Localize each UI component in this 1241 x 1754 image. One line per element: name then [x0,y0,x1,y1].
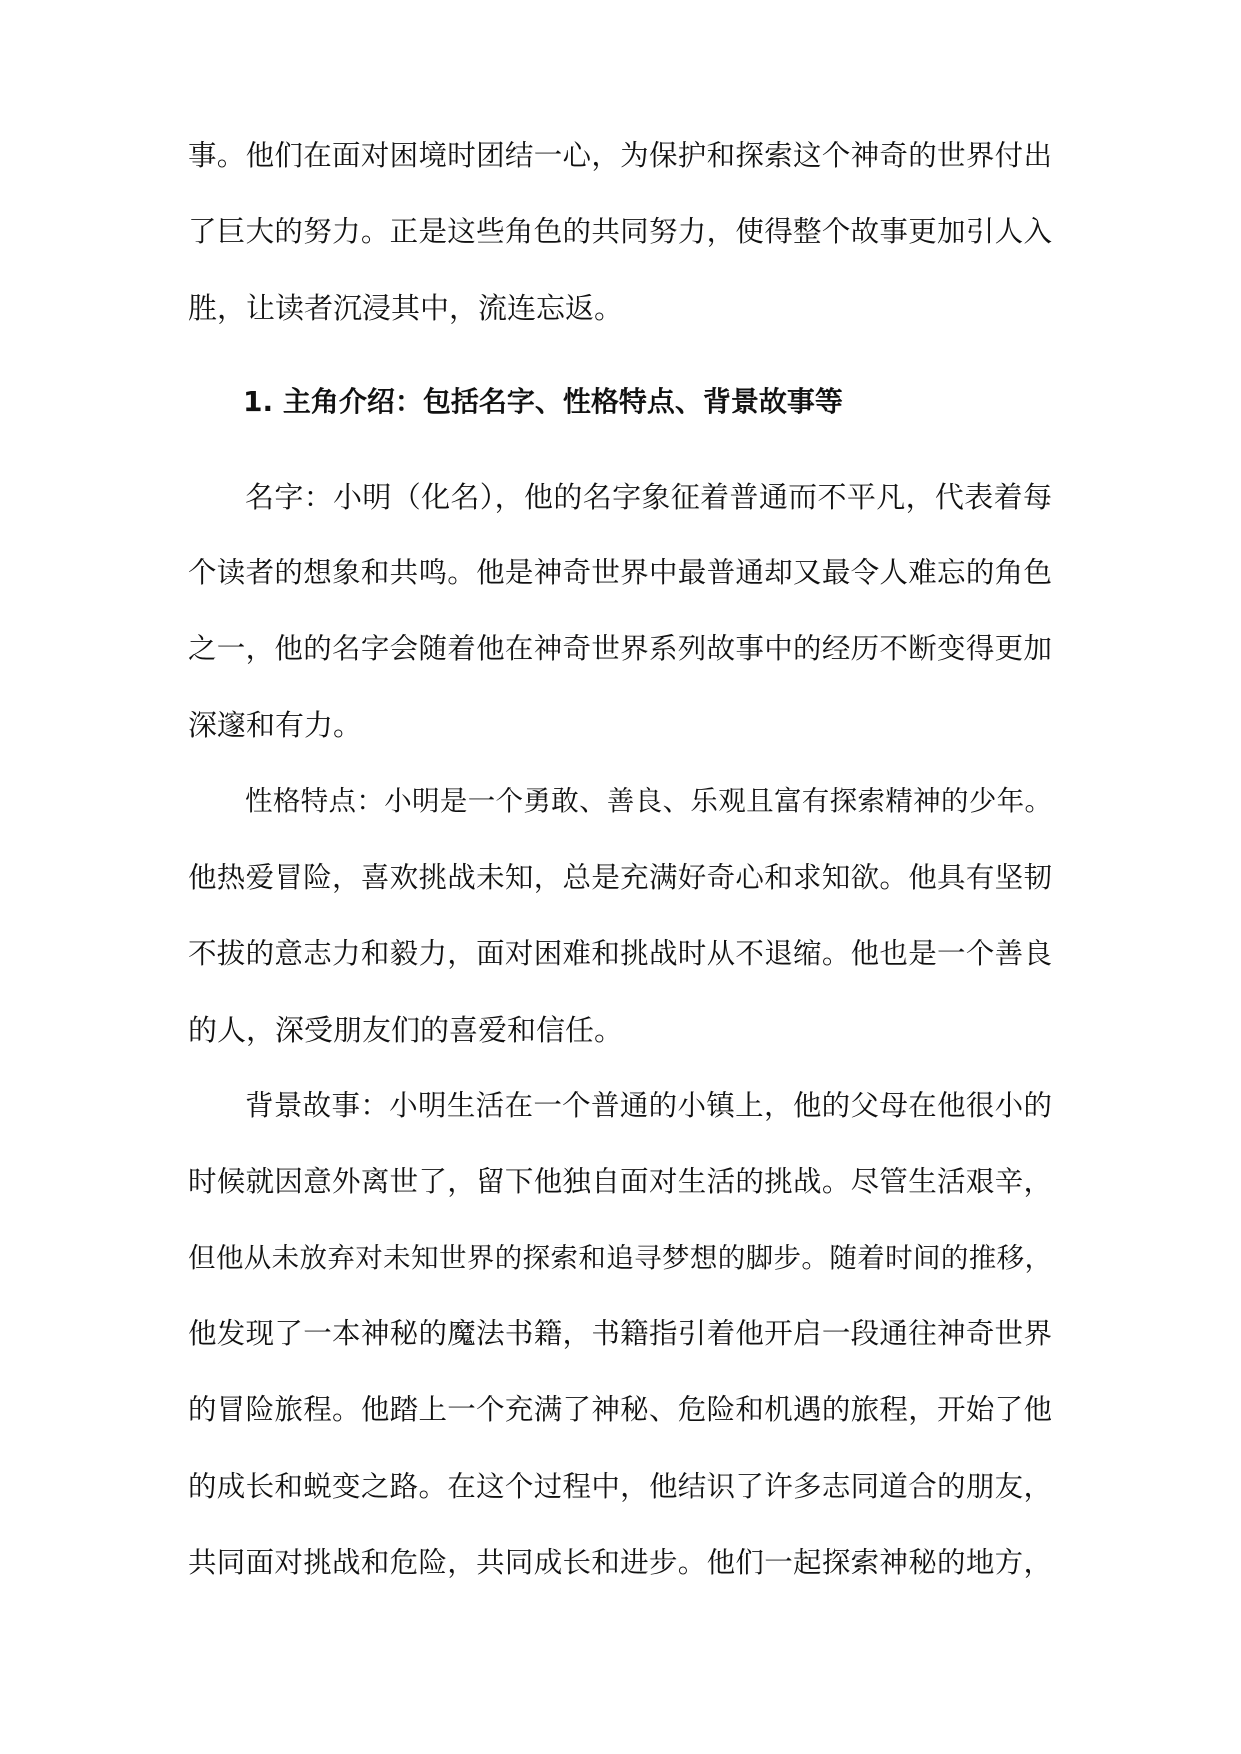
paragraph-line: 胜，让读者沉浸其中，流连忘返。 [188,291,624,325]
paragraph-line: 个读者的想象和共鸣。他是神奇世界中最普通却又最令人难忘的角色 [188,556,1052,589]
paragraph-line: 深邃和有力。 [188,708,363,742]
paragraph-line: 了巨大的努力。正是这些角色的共同努力，使得整个故事更加引人入 [188,215,1052,248]
paragraph-line: 时候就因意外离世了，留下他独自面对生活的挑战。尽管生活艰辛， [188,1165,1052,1198]
paragraph-line: 他热爱冒险，喜欢挑战未知，总是充满好奇心和求知欲。他具有坚韧 [188,861,1052,894]
paragraph-line: 性格特点：小明是一个勇敢、善良、乐观且富有探索精神的少年。 [245,785,1052,817]
paragraph-line: 的人，深受朋友们的喜爱和信任。 [188,1013,624,1047]
paragraph-line: 名字：小明（化名），他的名字象征着普通而不平凡，代表着每 [245,480,1052,514]
paragraph-line: 的冒险旅程。他踏上一个充满了神秘、危险和机遇的旅程，开始了他 [188,1393,1052,1426]
paragraph-line: 事。他们在面对困境时团结一心，为保护和探索这个神奇的世界付出 [188,139,1052,172]
paragraph-line: 但他从未放弃对未知世界的探索和追寻梦想的脚步。随着时间的推移， [188,1242,1052,1274]
paragraph-line: 之一，他的名字会随着他在神奇世界系列故事中的经历不断变得更加 [188,632,1052,665]
paragraph-line: 背景故事：小明生活在一个普通的小镇上，他的父母在他很小的 [245,1089,1052,1122]
paragraph-line: 不拔的意志力和毅力，面对困难和挑战时从不退缩。他也是一个善良 [188,937,1052,970]
paragraph-line: 共同面对挑战和危险，共同成长和进步。他们一起探索神秘的地方， [188,1546,1052,1579]
section-heading: 1. 主角介绍：包括名字、性格特点、背景故事等 [243,385,843,418]
paragraph-line: 的成长和蜕变之路。在这个过程中，他结识了许多志同道合的朋友， [188,1470,1052,1503]
paragraph-line: 他发现了一本神秘的魔法书籍，书籍指引着他开启一段通往神奇世界 [188,1317,1052,1350]
